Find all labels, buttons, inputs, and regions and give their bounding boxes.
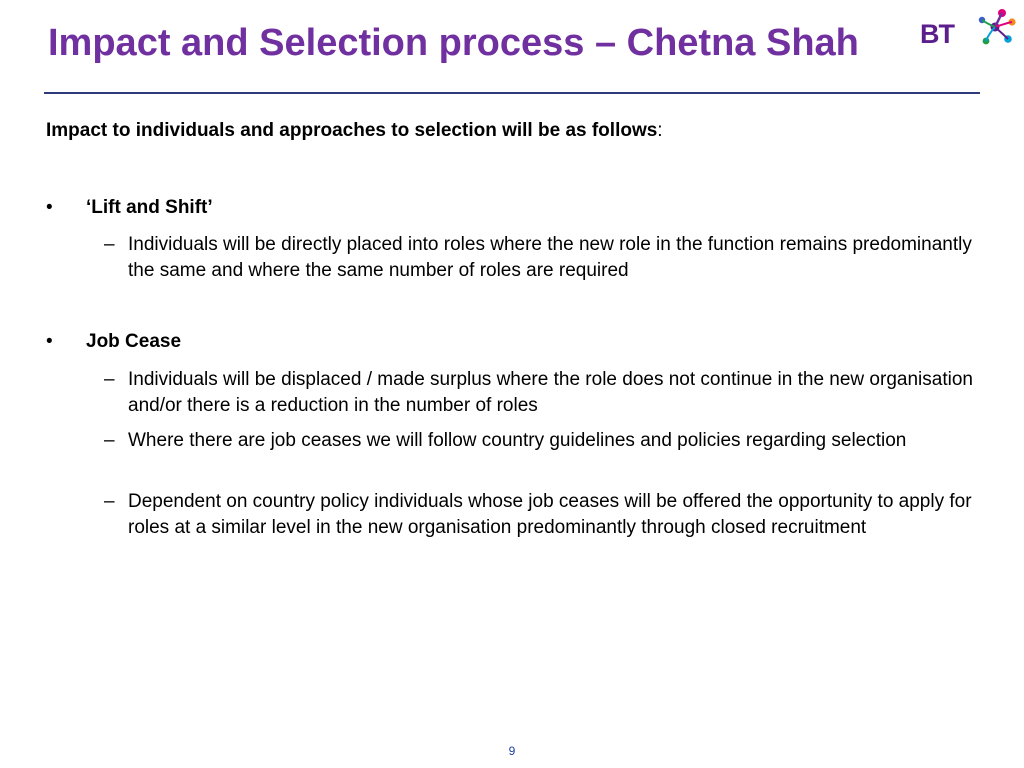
logo-text: BT — [920, 19, 954, 49]
page-number: 9 — [508, 744, 516, 758]
bullet-marker: • — [46, 197, 53, 218]
sub-bullet — [104, 489, 984, 541]
sub-bullet-marker: – — [104, 234, 115, 255]
bullet-marker: • — [46, 331, 53, 352]
sub-bullet — [104, 428, 984, 454]
intro-text — [46, 120, 663, 142]
sub-bullet — [104, 232, 984, 284]
sub-bullet-text: Individuals will be directly placed into roles where the new role in the function remains predominantly the same and where the same number of roles are required — [128, 234, 972, 281]
sub-bullet-marker: – — [104, 430, 115, 451]
bullet-heading: ‘Lift and Shift’ — [86, 197, 213, 218]
sub-bullet-text: Where there are job ceases we will follow country guidelines and policies regarding selection — [128, 430, 907, 451]
sub-bullet-text: Individuals will be displaced / made surplus where the role does not continue in the new organisation and/or there is a reduction in the number of roles — [128, 369, 973, 416]
sub-bullet-text: Dependent on country policy individuals whose job ceases will be offered the opportunity to apply for roles at a similar level in the new organisation predominantly through closed recruitment — [128, 491, 972, 538]
bt-globe-icon — [974, 5, 1020, 51]
sub-bullet-marker: – — [104, 491, 115, 512]
slide-title: Impact and Selection process – Chetna Shah — [48, 22, 859, 64]
intro-bold: Impact to individuals and approaches to selection will be as follows — [46, 120, 658, 141]
sub-bullet — [104, 367, 984, 419]
intro-colon: : — [657, 120, 663, 141]
bt-logo — [918, 4, 1018, 54]
bullet-heading: Job Cease — [86, 331, 182, 352]
title-divider — [44, 92, 980, 94]
sub-bullet-marker: – — [104, 369, 115, 390]
